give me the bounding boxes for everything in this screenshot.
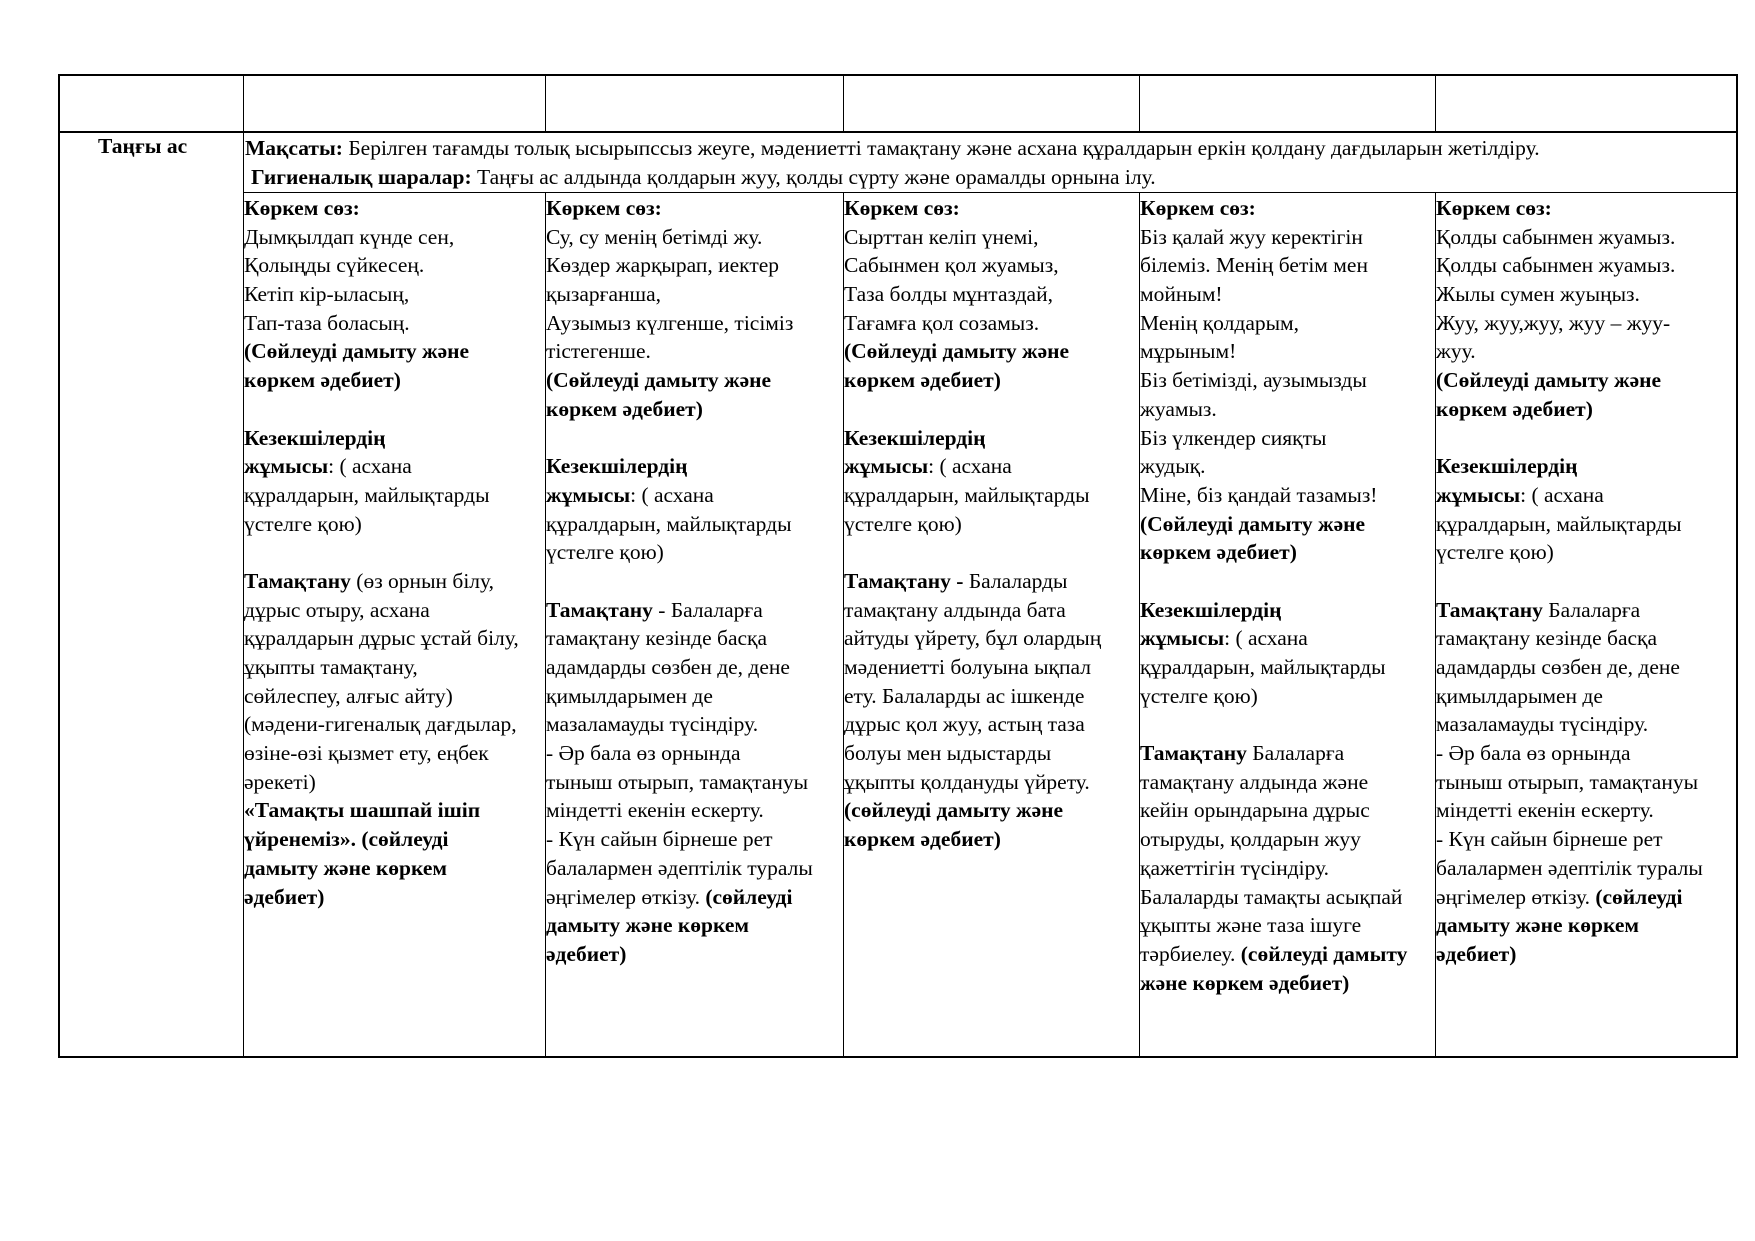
text-line xyxy=(1436,796,1735,825)
text: құралдарын, майлықтарды xyxy=(546,511,792,536)
text-line xyxy=(244,739,543,768)
text: Су, су менің бетімді жу. xyxy=(546,224,763,249)
text-line xyxy=(244,510,543,539)
text: қажеттігін түсіндіру. xyxy=(1140,855,1330,880)
text: Қолды сабынмен жуамыз. xyxy=(1436,253,1676,278)
text-line xyxy=(844,452,1137,481)
text-line xyxy=(546,251,841,280)
column-divider xyxy=(1139,75,1140,132)
text: Сырттан келіп үнемі, xyxy=(844,224,1039,249)
text-line xyxy=(244,424,543,453)
text-line xyxy=(546,768,841,797)
text-line xyxy=(546,883,841,912)
text-line xyxy=(244,251,543,280)
text: үстелге қою) xyxy=(1436,540,1554,565)
bold-text: Көркем сөз: xyxy=(1436,196,1552,220)
text: құралдарын, майлықтарды xyxy=(844,482,1090,507)
text-line xyxy=(1140,624,1433,653)
text: үстелге қою) xyxy=(844,511,962,536)
column-divider xyxy=(545,75,546,132)
text-line xyxy=(546,911,841,940)
text-line xyxy=(1140,969,1433,998)
bold-text: (сөйлеуді дамыту xyxy=(1240,941,1408,966)
text: - Әр бала өз орнында xyxy=(1436,741,1631,766)
text: - Балаларға xyxy=(652,597,763,622)
text-line xyxy=(844,337,1137,366)
text: Менің қолдарым, xyxy=(1140,310,1300,335)
day-column-2 xyxy=(546,194,841,969)
text-line xyxy=(546,194,841,223)
text: дұрыс отыру, асхана xyxy=(244,597,430,622)
text: Біз үлкендер сияқты xyxy=(1140,425,1327,450)
text: Сабынмен қол жуамыз, xyxy=(844,253,1059,278)
text: үстелге қою) xyxy=(1140,683,1258,708)
row-divider xyxy=(244,192,1737,193)
text-line xyxy=(546,481,841,510)
text: әңгімелер өткізу. xyxy=(546,884,706,909)
text-line xyxy=(1436,223,1735,252)
text-line xyxy=(844,796,1137,825)
bold-text: «Тамақты шашпай ішіп xyxy=(244,798,481,823)
bold-text: көркем әдебиет) xyxy=(1436,396,1593,421)
text-line xyxy=(1436,682,1735,711)
text: үстелге қою) xyxy=(546,540,664,565)
text-line xyxy=(844,194,1137,223)
text: : ( асхана xyxy=(928,454,1012,479)
text-line xyxy=(1140,825,1433,854)
text-line xyxy=(1140,883,1433,912)
text-line xyxy=(546,510,841,539)
hygiene-text: Таңғы ас алдында қолдарын жуу, қолды сүрту және орамалды орнына ілу. xyxy=(471,165,1156,189)
text-line xyxy=(546,280,841,309)
text: ұқыпты қолдануды үйрету. xyxy=(844,769,1090,794)
text-line xyxy=(1436,424,1735,453)
bold-text: (сөйлеуді xyxy=(705,884,793,909)
text: құралдарын, майлықтарды xyxy=(244,482,490,507)
text: дұрыс қол жуу, астың таза xyxy=(844,712,1085,737)
text: әңгімелер өткізу. xyxy=(1436,884,1596,909)
text-line xyxy=(244,624,543,653)
bold-text: әдебиет) xyxy=(1436,941,1517,966)
text-line xyxy=(1140,194,1433,223)
text: құралдарын дұрыс ұстай білу, xyxy=(244,626,519,651)
text-line xyxy=(1436,739,1735,768)
text: қимылдарымен де xyxy=(546,683,713,708)
text-line xyxy=(546,940,841,969)
text: (өз орнын білу, xyxy=(350,568,495,593)
text-line xyxy=(1436,194,1735,223)
column-divider xyxy=(1435,75,1436,132)
text: Тап-таза боласың. xyxy=(244,310,410,335)
text-line xyxy=(1140,366,1433,395)
text-line xyxy=(546,567,841,596)
text-line xyxy=(546,796,841,825)
text-line xyxy=(1436,452,1735,481)
text-line xyxy=(244,796,543,825)
text-line xyxy=(844,624,1137,653)
text-line xyxy=(844,309,1137,338)
text: Дымқылдап күнде сен, xyxy=(244,224,455,249)
text: Қолыңды сүйкесең. xyxy=(244,253,425,278)
text: жудық. xyxy=(1140,454,1206,479)
text: Жылы сумен жуыңыз. xyxy=(1436,282,1640,307)
hygiene-label: Гигиеналық шаралар: xyxy=(251,165,472,189)
text-line xyxy=(546,309,841,338)
text-line xyxy=(1140,251,1433,280)
text: Балаларды тамақты асықпай xyxy=(1140,884,1403,909)
text: тамақтану кезінде басқа xyxy=(1436,626,1658,651)
text-line xyxy=(844,768,1137,797)
text: Тағамға қол созамыз. xyxy=(844,310,1040,335)
text-line xyxy=(1140,538,1433,567)
text-line xyxy=(546,337,841,366)
text-line xyxy=(546,710,841,739)
text-line xyxy=(1140,911,1433,940)
text-line xyxy=(546,538,841,567)
bold-text: (Сөйлеуді дамыту және xyxy=(844,339,1070,364)
text-line xyxy=(1436,911,1735,940)
bold-text: (Сөйлеуді дамыту және xyxy=(244,339,470,364)
text-line xyxy=(546,854,841,883)
bold-text: (сөйлеуді дамыту және xyxy=(844,798,1064,823)
text: құралдарын, майлықтарды xyxy=(1140,655,1386,679)
text-line xyxy=(546,596,841,625)
text: Жуу, жуу,жуу, жуу – жуу- xyxy=(1436,310,1671,335)
bold-text: және көркем әдебиет) xyxy=(1140,970,1350,995)
bold-text: дамыту және көркем xyxy=(546,913,750,938)
bold-text: көркем әдебиет) xyxy=(844,827,1001,852)
meal-goal xyxy=(245,134,1735,163)
bold-text: (Сөйлеуді дамыту және xyxy=(1140,511,1366,536)
text-line xyxy=(244,452,543,481)
row-divider xyxy=(59,131,1737,133)
bold-text: әдебиет) xyxy=(244,884,325,909)
bold-text: (Сөйлеуді дамыту және xyxy=(1436,368,1662,393)
text: тәрбиелеу. xyxy=(1140,941,1241,966)
text-line xyxy=(546,739,841,768)
text-line xyxy=(244,538,543,567)
text: өзіне-өзі қызмет ету, еңбек xyxy=(244,741,489,766)
bold-text: Тамақтану xyxy=(1436,597,1543,622)
text: Аузымыз күлгенше, тісіміз xyxy=(546,310,794,335)
text: жуу. xyxy=(1436,339,1476,364)
text-line xyxy=(244,337,543,366)
bold-text: әдебиет) xyxy=(546,941,627,966)
text-line xyxy=(1140,796,1433,825)
text-line xyxy=(1140,481,1433,510)
text: міндетті екенін ескерту. xyxy=(546,798,764,823)
text: - Күн сайын бірнеше рет xyxy=(1436,827,1663,852)
text-line xyxy=(1140,280,1433,309)
text: : ( асхана xyxy=(630,482,714,507)
text-line xyxy=(1436,653,1735,682)
text-line xyxy=(1436,768,1735,797)
text-line xyxy=(244,710,543,739)
bold-text: Кезекшілердің xyxy=(1436,454,1578,479)
bold-text: (Сөйлеуді дамыту және xyxy=(546,368,772,393)
text-line xyxy=(1436,309,1735,338)
text-line xyxy=(1436,567,1735,596)
text: : ( асхана xyxy=(328,454,412,479)
text-line xyxy=(844,682,1137,711)
bold-text: Кезекшілердің xyxy=(546,454,688,479)
text: отыруды, қолдарын жуу xyxy=(1140,827,1361,852)
text: қызарғанша, xyxy=(546,282,662,307)
meal-label: Таңғы ас xyxy=(98,134,188,158)
text-line xyxy=(244,366,543,395)
text: кейін орындарына дұрыс xyxy=(1140,798,1370,823)
hygiene-measures xyxy=(251,163,1735,192)
text-line xyxy=(1140,940,1433,969)
bold-text: көркем әдебиет) xyxy=(1140,540,1297,565)
text-line xyxy=(244,395,543,424)
bold-text: Көркем сөз: xyxy=(1140,196,1256,220)
text-line xyxy=(1140,739,1433,768)
text: тістегенше. xyxy=(546,339,651,364)
text-line xyxy=(546,395,841,424)
text-line xyxy=(1140,452,1433,481)
bold-text: Тамақтану xyxy=(1140,741,1247,766)
text-line xyxy=(844,596,1137,625)
text-line xyxy=(844,223,1137,252)
text-line xyxy=(1140,424,1433,453)
text-line xyxy=(1140,223,1433,252)
text-line xyxy=(844,481,1137,510)
text-line xyxy=(1436,596,1735,625)
bold-text: Көркем сөз: xyxy=(546,196,662,220)
text: міндетті екенін ескерту. xyxy=(1436,798,1654,823)
text-line xyxy=(844,825,1137,854)
text-line xyxy=(244,194,543,223)
text-line xyxy=(1140,395,1433,424)
text: болуы мен ыдыстарды xyxy=(844,741,1052,766)
text-line xyxy=(546,682,841,711)
text: ұқыпты және таза ішуге xyxy=(1140,913,1362,938)
text: сөйлеспеу, алғыс айту) xyxy=(244,683,453,708)
text: (мәдени-гигеналық дағдылар, xyxy=(244,712,517,737)
text: Біз бетімізді, аузымызды xyxy=(1140,368,1367,393)
text-line xyxy=(1436,337,1735,366)
text-line xyxy=(844,710,1137,739)
text-line xyxy=(1140,309,1433,338)
text: Балаларды xyxy=(963,568,1068,593)
text-line xyxy=(546,825,841,854)
text-line xyxy=(244,883,543,912)
text-line xyxy=(844,538,1137,567)
text-line xyxy=(844,653,1137,682)
text-line xyxy=(1140,682,1433,711)
text: - Әр бала өз орнында xyxy=(546,741,741,766)
text: Көздер жарқырап, иектер xyxy=(546,253,780,278)
bold-text: Кезекшілердің xyxy=(844,425,986,450)
text-line xyxy=(844,510,1137,539)
text-line xyxy=(1436,251,1735,280)
text-line xyxy=(244,280,543,309)
text-line xyxy=(546,452,841,481)
day-column-3 xyxy=(844,194,1137,854)
text-line xyxy=(244,596,543,625)
text-line xyxy=(1436,825,1735,854)
text: айтуды үйрету, бұл олардың xyxy=(844,626,1102,651)
goal-label: Мақсаты: xyxy=(245,136,343,160)
text-line xyxy=(1140,596,1433,625)
text: ету. Балаларды ас ішкенде xyxy=(844,683,1085,708)
bold-text: дамыту және көркем xyxy=(244,855,448,880)
text: Кетіп кір-ыласың, xyxy=(244,282,410,307)
text: ұқыпты тамақтану, xyxy=(244,655,418,679)
text-line xyxy=(1436,280,1735,309)
bold-text: дамыту және көркем xyxy=(1436,913,1640,938)
text-line xyxy=(546,653,841,682)
text-line xyxy=(1140,768,1433,797)
text: Таза болды мұнтаздай, xyxy=(844,282,1053,307)
text-line xyxy=(244,481,543,510)
bold-text: Тамақтану xyxy=(244,568,351,593)
text-line xyxy=(1436,624,1735,653)
bold-text: жұмысы xyxy=(1140,626,1225,651)
text-line xyxy=(1436,395,1735,424)
bold-text: үйренеміз». (сөйлеуді xyxy=(244,827,449,852)
text-line xyxy=(1436,883,1735,912)
text-line xyxy=(244,768,543,797)
day-column-5 xyxy=(1436,194,1735,969)
text-line xyxy=(1140,854,1433,883)
text: қимылдарымен де xyxy=(1436,683,1603,708)
text-line xyxy=(546,624,841,653)
bold-text: жұмысы xyxy=(244,454,329,479)
text: Қолды сабынмен жуамыз. xyxy=(1436,224,1676,249)
text: тыныш отырып, тамақтануы xyxy=(1436,769,1699,794)
bold-text: көркем әдебиет) xyxy=(244,368,401,393)
text-line xyxy=(1436,854,1735,883)
text-line xyxy=(844,424,1137,453)
text-line xyxy=(844,395,1137,424)
text: жуамыз. xyxy=(1140,396,1217,421)
text: : ( асхана xyxy=(1224,626,1308,651)
text: балалармен әдептілік туралы xyxy=(546,855,813,880)
text: білеміз. Менің бетім мен xyxy=(1140,253,1368,278)
text-line xyxy=(244,653,543,682)
text-line xyxy=(844,567,1137,596)
text: тыныш отырып, тамақтануы xyxy=(546,769,809,794)
text: балалармен әдептілік туралы xyxy=(1436,855,1703,880)
text-line xyxy=(546,223,841,252)
text: Балаларға xyxy=(1542,597,1641,622)
text: адамдарды сөзбен де, дене xyxy=(546,655,790,679)
text: мұрыным! xyxy=(1140,339,1237,364)
bold-text: көркем әдебиет) xyxy=(844,368,1001,393)
text-line xyxy=(1436,481,1735,510)
day-column-4 xyxy=(1140,194,1433,997)
text: мойным! xyxy=(1140,282,1223,307)
bold-text: Көркем сөз: xyxy=(844,196,960,220)
text-line xyxy=(844,251,1137,280)
text-line xyxy=(844,280,1137,309)
bold-text: жұмысы xyxy=(1436,482,1521,507)
text-line xyxy=(244,854,543,883)
bold-text: Тамақтану - xyxy=(844,568,964,593)
text: тамақтану алдында және xyxy=(1140,769,1369,794)
text: : ( асхана xyxy=(1520,482,1604,507)
bold-text: (сөйлеуді xyxy=(1595,884,1683,909)
bold-text: Тамақтану xyxy=(546,597,653,622)
text: тамақтану алдында бата xyxy=(844,597,1066,622)
text: Біз қалай жуу керектігін xyxy=(1140,224,1363,249)
text-line xyxy=(1436,366,1735,395)
bold-text: Кезекшілердің xyxy=(244,425,386,450)
text-line xyxy=(244,825,543,854)
text: мазаламауды түсіндіру. xyxy=(546,712,759,737)
bold-text: жұмысы xyxy=(844,454,929,479)
day-column-1 xyxy=(244,194,543,911)
text: әрекеті) xyxy=(244,769,316,794)
text: үстелге қою) xyxy=(244,511,362,536)
bold-text: Көркем сөз: xyxy=(244,196,360,220)
text-line xyxy=(546,424,841,453)
text: мәдениетті болуына ықпал xyxy=(844,655,1091,679)
text: мазаламауды түсіндіру. xyxy=(1436,712,1649,737)
bold-text: көркем әдебиет) xyxy=(546,396,703,421)
text-line xyxy=(1436,940,1735,969)
text-line xyxy=(244,682,543,711)
text-line xyxy=(1140,710,1433,739)
column-divider xyxy=(843,75,844,132)
text: құралдарын, майлықтарды xyxy=(1436,511,1682,536)
text-line xyxy=(1140,510,1433,539)
text-line xyxy=(844,366,1137,395)
bold-text: жұмысы xyxy=(546,482,631,507)
text-line xyxy=(1436,710,1735,739)
text: Міне, біз қандай тазамыз! xyxy=(1140,482,1378,507)
text: Балаларға xyxy=(1246,741,1345,766)
text: адамдарды сөзбен де, дене xyxy=(1436,655,1680,679)
text-line xyxy=(244,567,543,596)
bold-text: Кезекшілердің xyxy=(1140,597,1282,622)
text-line xyxy=(244,309,543,338)
goal-text: Берілген тағамды толық ысырыпссыз жеуге, мәдениетті тамақтану және асхана құралдарын еркін қолдану дағдыларын жетілдіру. xyxy=(342,136,1540,160)
text-line xyxy=(1140,653,1433,682)
text-line xyxy=(1436,538,1735,567)
text-line xyxy=(1140,567,1433,596)
text: тамақтану кезінде басқа xyxy=(546,626,768,651)
text-line xyxy=(1140,337,1433,366)
text-line xyxy=(546,366,841,395)
text-line xyxy=(1436,510,1735,539)
text-line xyxy=(844,739,1137,768)
text: - Күн сайын бірнеше рет xyxy=(546,827,773,852)
text-line xyxy=(244,223,543,252)
